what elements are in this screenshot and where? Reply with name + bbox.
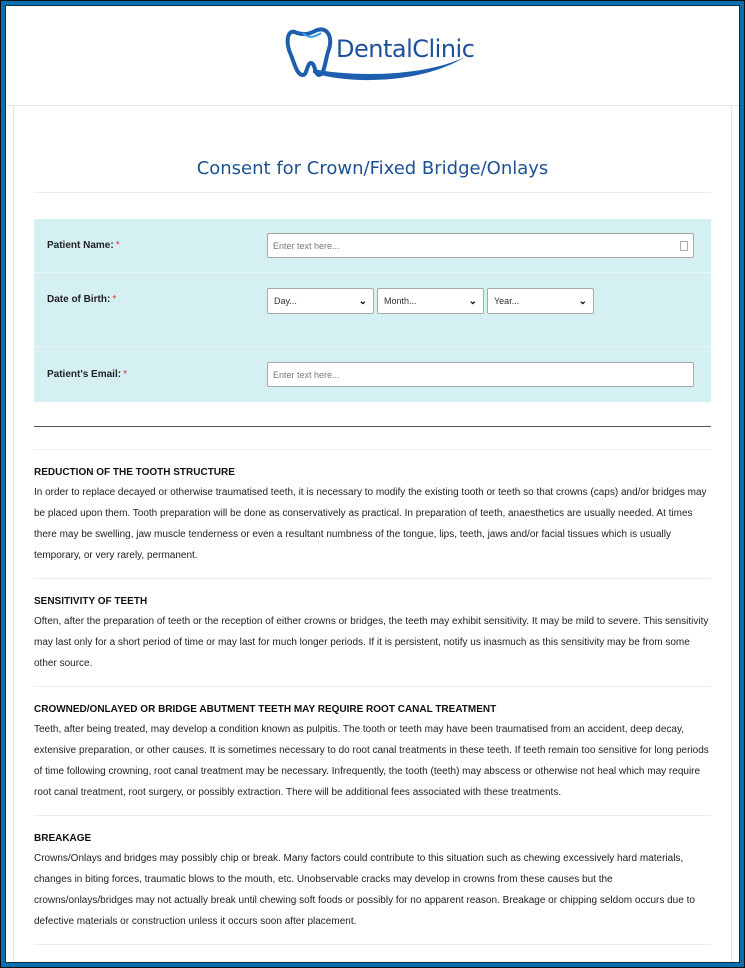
month-select[interactable]: Month... ⌄ (377, 288, 484, 314)
section-reduction (34, 450, 711, 579)
section-root-canal (34, 687, 711, 816)
page-title: Consent for Crown/Fixed Bridge/Onlays (196, 158, 549, 179)
section-heading: CROWNED/ONLAYED OR BRIDGE ABUTMENT TEETH MAY REQUIRE ROOT CANAL TREATMENT (34, 704, 497, 715)
section-body: Crowns/Onlays and bridges may possibly chip or break. Many factors could contribute to this situation such as chewing excessively hard materials, changes in biting forces, traumatic blows to the mouth, etc. Unobservable cracks may develop in crowns from these causes but the crowns/onlays/bridges may not actually break until chewing soft foods or possibly for no apparent reason. Breakage or chipping seldom occurs due to defective materials or construction unless it occurs soon after placement. (34, 853, 695, 927)
email-row (34, 347, 711, 402)
logo-text: DentalClinic (336, 35, 475, 63)
patient-name-row (34, 219, 711, 273)
chevron-down-icon: ⌄ (358, 295, 367, 307)
required-marker: * (112, 294, 117, 305)
section-sensitivity (34, 579, 711, 687)
section-body: Often, after the preparation of teeth or the reception of either crowns or bridges, the teeth may exhibit sensitivity. It may be mild to severe. This sensitivity may last only for a short period of time or may last for much longer periods. If it is persistent, notify us inasmuch as this sensitivity may be from some other source. (34, 616, 709, 669)
day-select[interactable]: Day... ⌄ (267, 288, 374, 314)
chevron-down-icon: ⌄ (578, 295, 587, 307)
year-select[interactable]: Year... ⌄ (487, 288, 594, 314)
patient-name-label: Patient Name: * (47, 240, 120, 251)
required-marker: * (115, 240, 120, 251)
header (5, 5, 740, 106)
patient-info-form (34, 219, 711, 402)
section-heading: BREAKAGE (34, 833, 92, 844)
chevron-down-icon: ⌄ (468, 295, 477, 307)
email-label: Patient's Email: * (47, 369, 127, 380)
section-body: Teeth, after being treated, may develop a condition known as pulpitis. The tooth or teeth may have been traumatised from an accident, deep decay, extensive preparation, or other causes. It is sometimes necessary to do root canal treatments in these teeth. If teeth remain too sensitive for long periods of time following crowning, root canal treatment may be necessary. Infrequently, the tooth (teeth) may abscess or otherwise not heal which may require root canal treatment, root surgery, or possibly extraction. There will be additional fees associated with these treatments. (34, 724, 709, 798)
section-heading: SENSITIVITY OF TEETH (34, 596, 148, 607)
patient-name-input[interactable]: Enter text here... (267, 233, 694, 258)
form-card (13, 106, 732, 963)
email-input[interactable]: Enter text here... (267, 362, 694, 387)
dental-clinic-logo (283, 19, 473, 89)
dob-row (34, 273, 711, 347)
divider (34, 192, 711, 193)
section-breakage (34, 816, 711, 945)
divider (34, 426, 711, 427)
contact-card-icon (680, 241, 688, 251)
required-marker: * (123, 369, 127, 380)
section-body: In order to replace decayed or otherwise traumatised teeth, it is necessary to modify the existing tooth or teeth so that crowns (caps) and/or bridges may be placed upon them. Tooth preparation will be done as conservatively as practical. In preparation of teeth, anaesthetics are usually needed. At times there may be swelling, jaw muscle tenderness or even a resultant numbness of the tongue, lips, teeth, jaws and/or facial tissues which is usually temporary, or very rarely, permanent. (34, 487, 707, 561)
section-heading: REDUCTION OF THE TOOTH STRUCTURE (34, 467, 235, 478)
dob-label: Date of Birth: * (47, 294, 117, 305)
